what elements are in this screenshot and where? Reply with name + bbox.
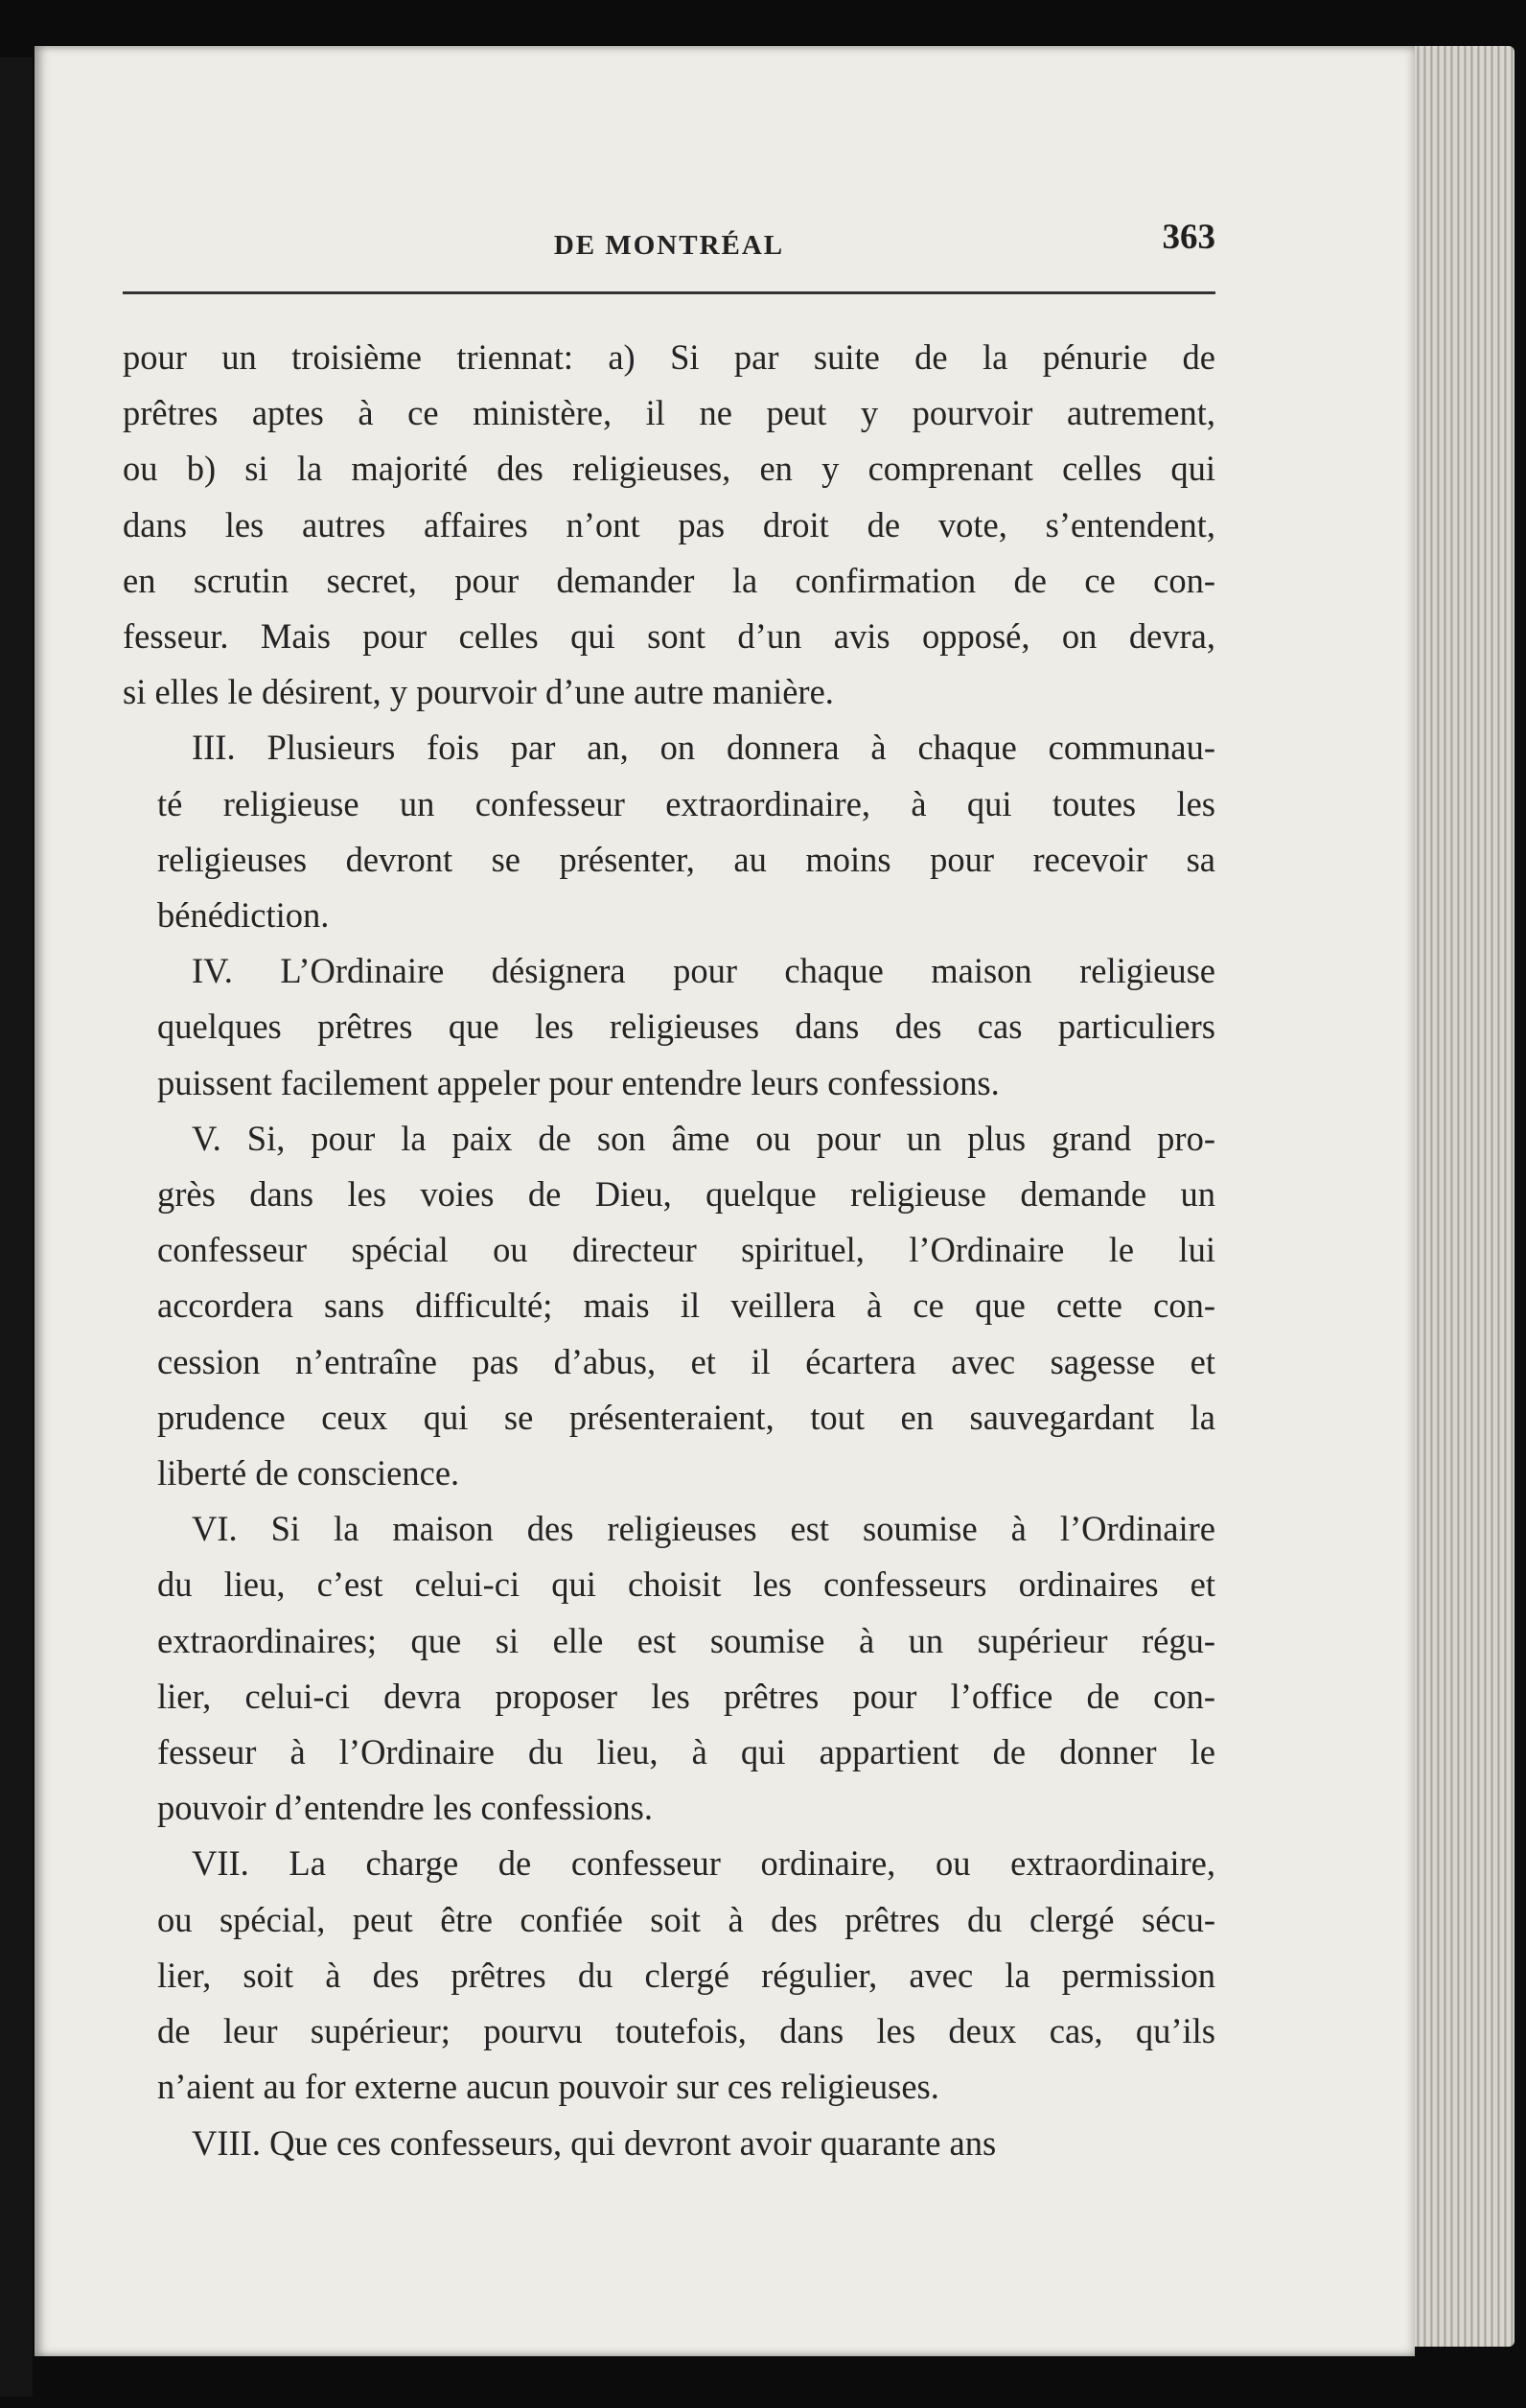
- paragraph: [123, 330, 1215, 720]
- text-line: puissent facilement appeler pour entendre leurs confessions.: [157, 1062, 1000, 1102]
- text-line: cession n’entraîne pas d’abus, et il écartera avec sagesse et: [157, 1341, 1215, 1381]
- text-line: extraordinaires; que si elle est soumise à un supérieur régu-: [157, 1620, 1215, 1660]
- text-line: pour un troisième triennat: a) Si par suite de la pénurie de: [123, 337, 1215, 377]
- text-line: confesseur spécial ou directeur spirituel, l’Ordinaire le lui: [157, 1230, 1215, 1270]
- paragraph: [123, 943, 1215, 1111]
- text-line: de leur supérieur; pourvu toutefois, dans les deux cas, qu’ils: [157, 2011, 1215, 2051]
- running-head: [123, 217, 1215, 274]
- book-page: [35, 46, 1415, 2356]
- text-line: n’aient au for externe aucun pouvoir sur ces religieuses.: [157, 2067, 939, 2107]
- running-title: DE MONTRÉAL: [553, 230, 785, 261]
- paragraph: [123, 2116, 1215, 2171]
- text-line: ou b) si la majorité des religieuses, en y comprenant celles qui: [123, 449, 1215, 489]
- paragraph: [123, 1111, 1215, 1501]
- text-line: grès dans les voies de Dieu, quelque religieuse demande un: [157, 1174, 1215, 1215]
- text-line: té religieuse un confesseur extraordinaire, à qui toutes les: [157, 783, 1215, 823]
- text-line: V. Si, pour la paix de son âme ou pour un plus grand pro-: [192, 1118, 1215, 1158]
- paragraph: [123, 1501, 1215, 1836]
- text-line: en scrutin secret, pour demander la confirmation de ce con-: [123, 560, 1215, 600]
- text-line: III. Plusieurs fois par an, on donnera à chaque communau-: [192, 728, 1215, 768]
- paragraph: [123, 720, 1215, 943]
- text-line: quelques prêtres que les religieuses dans des cas particuliers: [157, 1007, 1215, 1047]
- text-line: prêtres aptes à ce ministère, il ne peut y pourvoir autrement,: [123, 393, 1215, 433]
- text-line: fesseur à l’Ordinaire du lieu, à qui appartient de donner le: [157, 1732, 1215, 1772]
- text-line: ou spécial, peut être confiée soit à des prêtres du clergé sécu-: [157, 1899, 1215, 1939]
- text-line: dans les autres affaires n’ont pas droit de vote, s’entendent,: [123, 504, 1215, 544]
- text-line: du lieu, c’est celui-ci qui choisit les confesseurs ordinaires et: [157, 1564, 1215, 1605]
- text-line: prudence ceux qui se présenteraient, tout en sauvegardant la: [157, 1397, 1215, 1437]
- header-rule: [123, 291, 1215, 294]
- paragraph: [123, 1836, 1215, 2115]
- text-line: pouvoir d’entendre les confessions.: [157, 1788, 653, 1828]
- text-line: VI. Si la maison des religieuses est soumise à l’Ordinaire: [192, 1509, 1215, 1549]
- left-binding-shadow: [0, 58, 33, 2396]
- page-number: 363: [1162, 218, 1215, 257]
- text-line: IV. L’Ordinaire désignera pour chaque maison religieuse: [192, 951, 1215, 991]
- text-line: lier, soit à des prêtres du clergé régulier, avec la permission: [157, 1955, 1215, 1995]
- text-line: liberté de conscience.: [157, 1453, 460, 1493]
- text-line: bénédiction.: [157, 895, 330, 936]
- text-line: si elles le désirent, y pourvoir d’une autre manière.: [123, 672, 834, 712]
- text-line: fesseur. Mais pour celles qui sont d’un avis opposé, on devra,: [123, 616, 1215, 657]
- text-line: VII. La charge de confesseur ordinaire, ou extraordinaire,: [192, 1843, 1215, 1884]
- text-line: lier, celui-ci devra proposer les prêtres pour l’office de con-: [157, 1676, 1215, 1716]
- text-line: religieuses devront se présenter, au moins pour recevoir sa: [157, 839, 1215, 879]
- body-text: [123, 330, 1215, 2171]
- page-edges: [1399, 46, 1514, 2347]
- text-line: accordera sans difficulté; mais il veillera à ce que cette con-: [157, 1285, 1215, 1326]
- text-line: VIII. Que ces confesseurs, qui devront avoir quarante ans: [192, 2122, 997, 2163]
